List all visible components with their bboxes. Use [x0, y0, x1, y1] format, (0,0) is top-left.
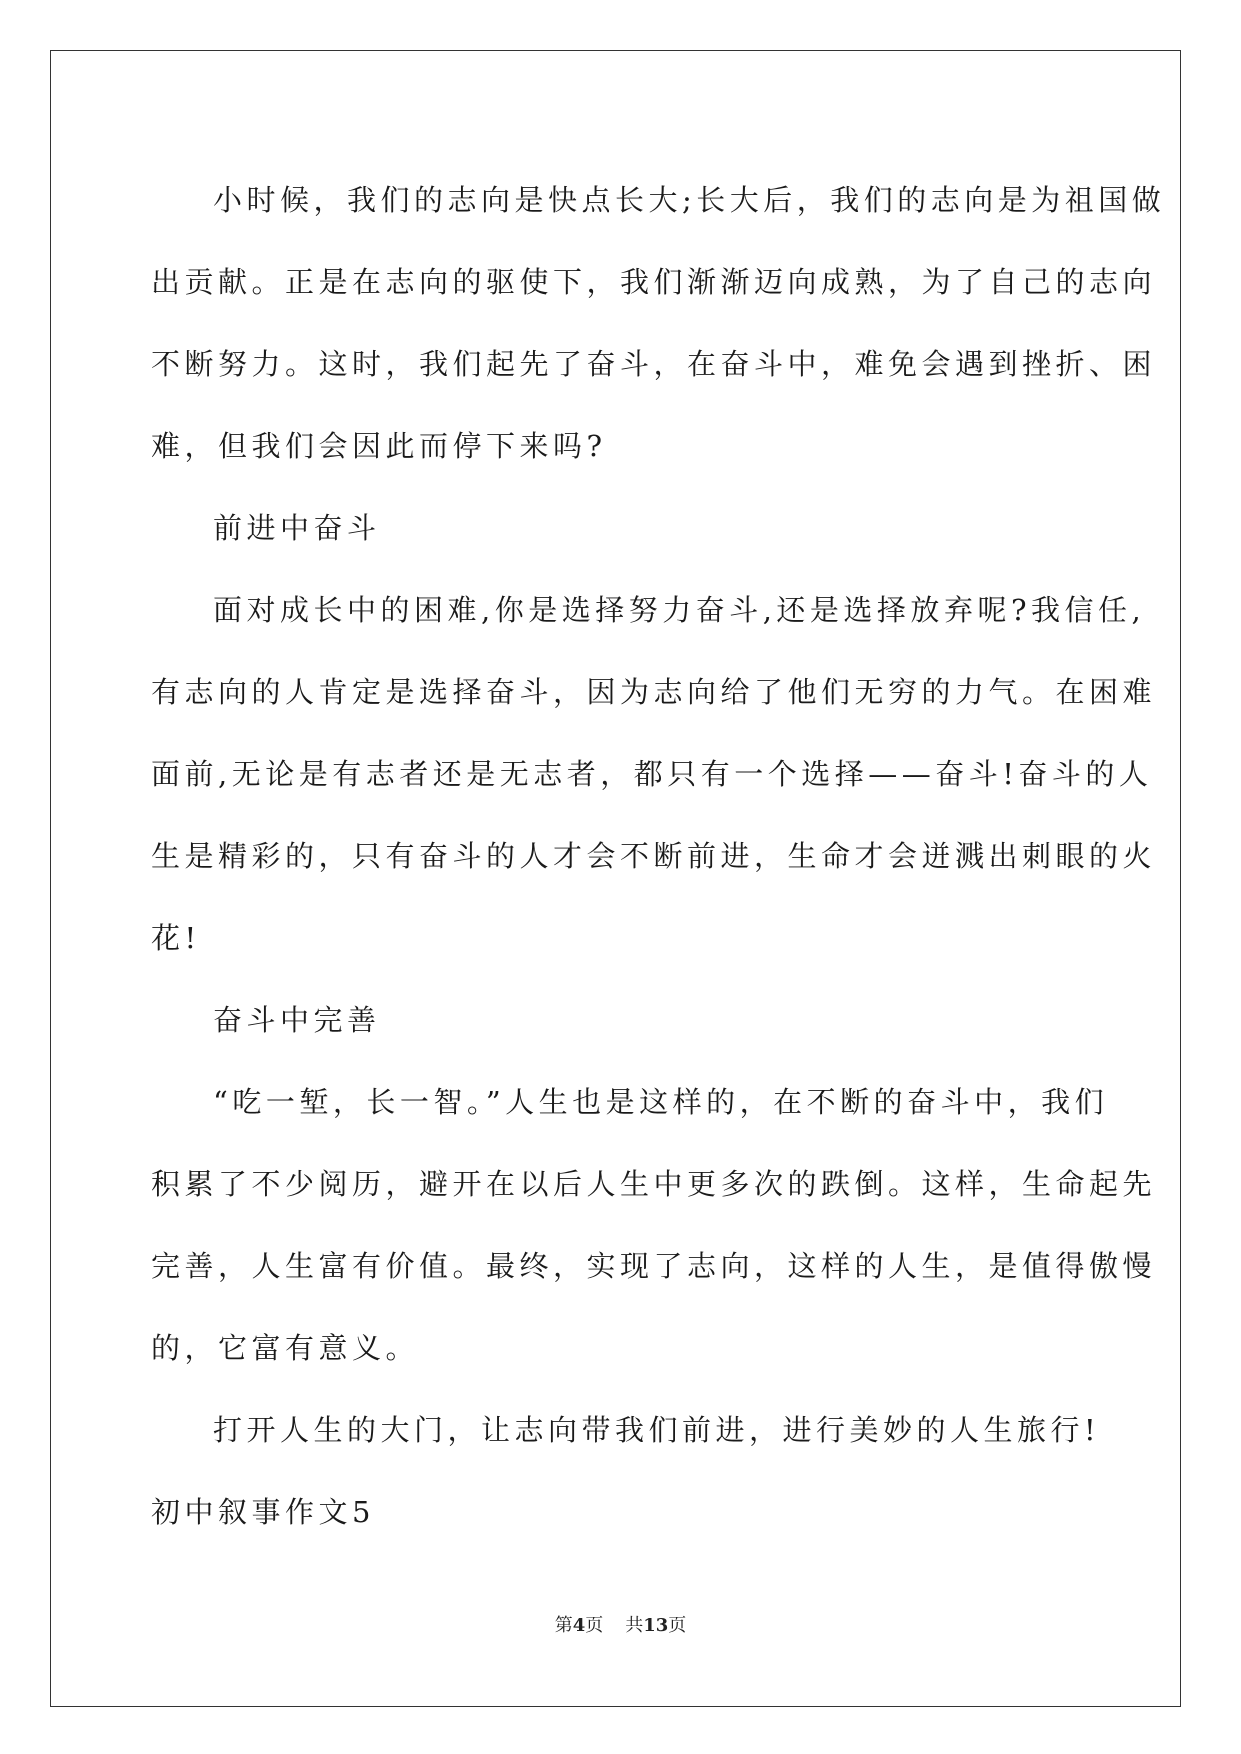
paragraph-2-line-4: 生是精彩的，只有奋斗的人才会不断前进，生命才会迸溅出刺眼的火: [151, 839, 1157, 873]
footer-total-prefix: 共: [625, 1615, 644, 1636]
paragraph-2-line-5: 花!: [151, 921, 201, 955]
paragraph-4-line-1: 打开人生的大门，让志向带我们前进，进行美妙的人生旅行!: [213, 1413, 1101, 1447]
paragraph-3-line-1: “吃一堑，长一智。”人生也是这样的，在不断的奋斗中，我们: [213, 1085, 1109, 1119]
paragraph-1-line-1: 小时候，我们的志向是快点长大;长大后，我们的志向是为祖国做: [213, 183, 1166, 217]
section-heading-perfect: 奋斗中完善: [213, 1003, 381, 1037]
footer-total-suffix: 页: [668, 1615, 687, 1636]
document-body: [151, 159, 1166, 1553]
paragraph-1-line-4: 难，但我们会因此而停下来吗?: [151, 429, 607, 463]
paragraph-2-line-2: 有志向的人肯定是选择奋斗，因为志向给了他们无穷的力气。在困难: [151, 675, 1157, 709]
paragraph-3-line-3: 完善，人生富有价值。最终，实现了志向，这样的人生，是值得傲慢: [151, 1249, 1157, 1283]
paragraph-1-line-2: 出贡献。正是在志向的驱使下，我们渐渐迈向成熟，为了自己的志向: [151, 265, 1157, 299]
footer-prefix: 第: [554, 1615, 573, 1636]
footer-total-pages: 13: [643, 1615, 669, 1636]
paragraph-2-line-3: 面前,无论是有志者还是无志者，都只有一个选择——奋斗!奋斗的人: [151, 757, 1153, 791]
next-essay-title: 初中叙事作文5: [151, 1495, 375, 1529]
section-heading-forward: 前进中奋斗: [213, 511, 381, 545]
paragraph-3-line-2: 积累了不少阅历，避开在以后人生中更多次的跌倒。这样，生命起先: [151, 1167, 1157, 1201]
paragraph-1-line-3: 不断努力。这时，我们起先了奋斗，在奋斗中，难免会遇到挫折、困: [151, 347, 1157, 381]
paragraph-3-line-4: 的，它富有意义。: [151, 1331, 420, 1365]
paragraph-2-line-1: 面对成长中的困难,你是选择努力奋斗,还是选择放弃呢?我信任,: [213, 593, 1146, 627]
page-footer: [0, 1611, 1241, 1637]
footer-page-suffix: 页: [585, 1615, 604, 1636]
footer-page-number: 4: [572, 1615, 586, 1636]
